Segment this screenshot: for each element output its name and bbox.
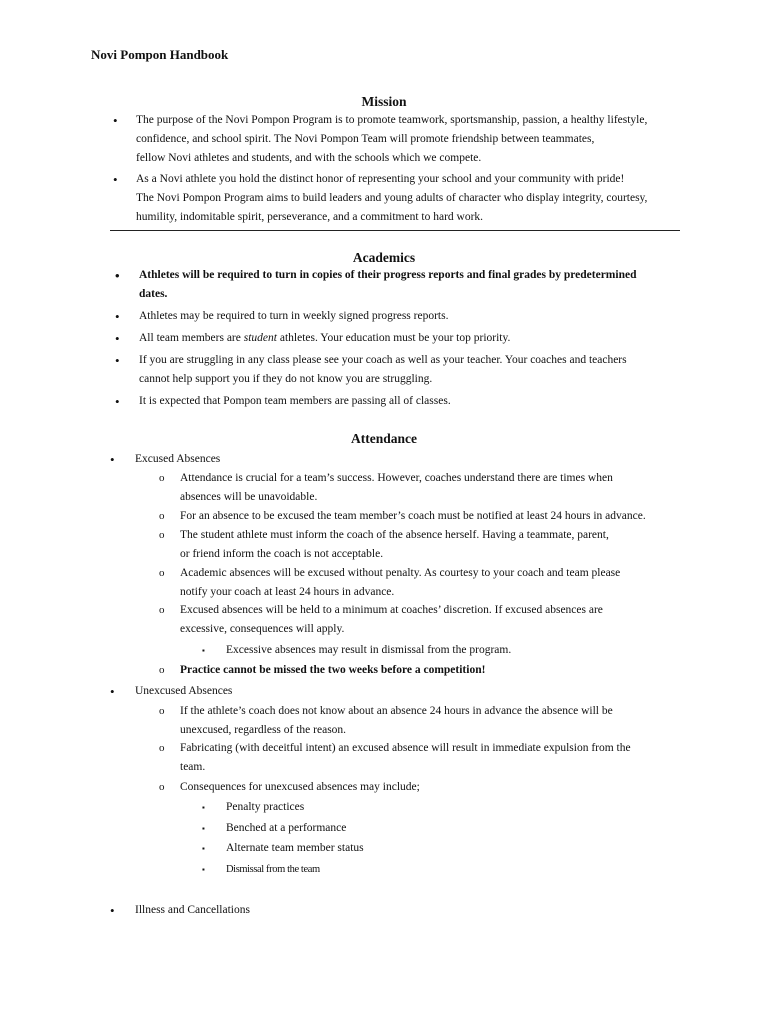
consequence-4: Dismissal from the team xyxy=(226,864,320,875)
mission-item-1-line-3: fellow Novi athletes and students, and with the schools which we compete. xyxy=(136,152,482,164)
list-item xyxy=(202,819,722,839)
list-item xyxy=(110,682,710,702)
excused-item-4-line-1: Academic absences will be excused without penalty. As courtesy to your coach and team please xyxy=(180,567,621,579)
unexcused-item-1-line-1: If the athlete’s coach does not know about an absence 24 hours in advance the absence will be xyxy=(180,705,613,717)
mission-heading: Mission xyxy=(361,94,407,109)
excused-item-2: For an absence to be excused the team member’s coach must be notified at least 24 hours in advance. xyxy=(180,510,646,522)
mission-item-1-line-2: confidence, and school spirit. The Novi Pompon Team will promote friendship between teammates, xyxy=(136,133,595,145)
list-item xyxy=(110,450,710,470)
list-item xyxy=(202,798,722,818)
bullet-circle: o xyxy=(159,567,165,579)
bullet-disc: • xyxy=(115,353,120,368)
academics-item-1-line-2: dates. xyxy=(139,288,168,300)
excused-item-5-line-1: Excused absences will be held to a minimum at coaches’ discretion. If excused absences are xyxy=(180,604,603,616)
section-divider xyxy=(110,230,680,231)
list-item xyxy=(110,111,710,171)
mission-item-2-line-1: As a Novi athlete you hold the distinct honor of representing your school and your community with pride! xyxy=(136,173,625,185)
bullet-disc: • xyxy=(113,172,118,187)
unexcused-item-2-line-1: Fabricating (with deceitful intent) an excused absence will result in immediate expulsion from the xyxy=(180,742,631,754)
unexcused-item-2-line-2: team. xyxy=(180,761,206,773)
bullet-disc: • xyxy=(115,268,120,283)
academics-item-4-line-1: If you are struggling in any class please see your coach as well as your teacher. Your coaches and teachers xyxy=(139,354,627,366)
academics-heading: Academics xyxy=(352,250,416,265)
excused-item-5-line-2: excessive, consequences will apply. xyxy=(180,623,345,635)
bullet-disc: • xyxy=(113,113,118,128)
excused-item-3-line-1: The student athlete must inform the coach of the absence herself. Having a teammate, parent, xyxy=(180,529,609,541)
consequence-2: Benched at a performance xyxy=(226,822,347,834)
mission-item-2-line-3: humility, indomitable spirit, perseverance, and a commitment to hard work. xyxy=(136,211,484,223)
academics-item-1-line-1: Athletes will be required to turn in copies of their progress reports and final grades by predetermined xyxy=(139,269,637,281)
excused-item-1-line-2: absences will be unavoidable. xyxy=(180,491,318,503)
academics-item-4-line-2: cannot help support you if they do not know you are struggling. xyxy=(139,373,433,385)
excused-item-4-line-2: notify your coach at least 24 hours in advance. xyxy=(180,586,395,598)
list-item xyxy=(110,307,710,327)
excused-sub-item: Excessive absences may result in dismissal from the program. xyxy=(226,644,512,656)
mission-item-2-line-2: The Novi Pompon Program aims to build leaders and young adults of character who display integrity, courtesy, xyxy=(136,192,648,204)
excused-last-item: Practice cannot be missed the two weeks before a competition! xyxy=(180,664,486,676)
list-item xyxy=(110,901,710,921)
list-item xyxy=(158,526,718,566)
list-item xyxy=(110,351,710,391)
unexcused-absences-label: Unexcused Absences xyxy=(135,685,233,697)
bullet-circle: o xyxy=(159,472,165,484)
excused-absences-label: Excused Absences xyxy=(135,453,221,465)
list-item xyxy=(110,392,710,412)
list-item xyxy=(158,601,718,641)
academics-item-3 xyxy=(139,329,510,348)
bullet-disc: • xyxy=(115,309,120,324)
list-item xyxy=(158,469,718,509)
academics-item-2: Athletes may be required to turn in weekly signed progress reports. xyxy=(139,310,449,322)
list-item xyxy=(202,839,722,859)
list-item xyxy=(158,564,718,604)
bullet-circle: o xyxy=(159,529,165,541)
bullet-circle: o xyxy=(159,781,165,793)
text-run: All team members are xyxy=(139,332,244,344)
list-item xyxy=(110,266,710,306)
excused-item-3-line-2: or friend inform the coach is not acceptable. xyxy=(180,548,384,560)
bullet-square: ▪ xyxy=(202,646,205,655)
bullet-circle: o xyxy=(159,510,165,522)
bullet-circle: o xyxy=(159,664,165,676)
list-item xyxy=(158,778,718,798)
mission-item-1-line-1: The purpose of the Novi Pompon Program is to promote teamwork, sportsmanship, passion, a healthy lifestyle, xyxy=(136,114,648,126)
bullet-circle: o xyxy=(159,742,165,754)
attendance-heading: Attendance xyxy=(351,431,417,446)
unexcused-item-1-line-2: unexcused, regardless of the reason. xyxy=(180,724,347,736)
list-item xyxy=(110,170,710,230)
illness-cancellations-label: Illness and Cancellations xyxy=(135,904,250,916)
text-run: athletes. Your education must be your top priority. xyxy=(276,332,511,344)
bullet-disc: • xyxy=(110,684,115,699)
list-item xyxy=(202,641,722,661)
bullet-square: ▪ xyxy=(202,824,205,833)
list-item xyxy=(158,739,718,779)
list-item xyxy=(158,702,718,742)
page-header: Novi Pompon Handbook xyxy=(91,47,229,62)
consequence-1: Penalty practices xyxy=(226,801,305,813)
bullet-disc: • xyxy=(110,903,115,918)
academics-item-5: It is expected that Pompon team members are passing all of classes. xyxy=(139,395,451,407)
excused-item-1-line-1: Attendance is crucial for a team’s success. However, coaches understand there are times when xyxy=(180,472,613,484)
bullet-disc: • xyxy=(115,331,120,346)
list-item xyxy=(158,507,718,527)
list-item xyxy=(110,329,710,349)
bullet-square: ▪ xyxy=(202,803,205,812)
bullet-square: ▪ xyxy=(202,844,205,853)
unexcused-item-3: Consequences for unexcused absences may include; xyxy=(180,781,420,793)
consequence-3: Alternate team member status xyxy=(226,842,364,854)
bullet-circle: o xyxy=(159,705,165,717)
bullet-square: ▪ xyxy=(202,865,205,874)
list-item xyxy=(158,661,718,681)
bullet-disc: • xyxy=(110,452,115,467)
bullet-disc: • xyxy=(115,394,120,409)
list-item xyxy=(202,860,722,880)
emphasis-student: student xyxy=(243,332,277,344)
bullet-circle: o xyxy=(159,604,165,616)
